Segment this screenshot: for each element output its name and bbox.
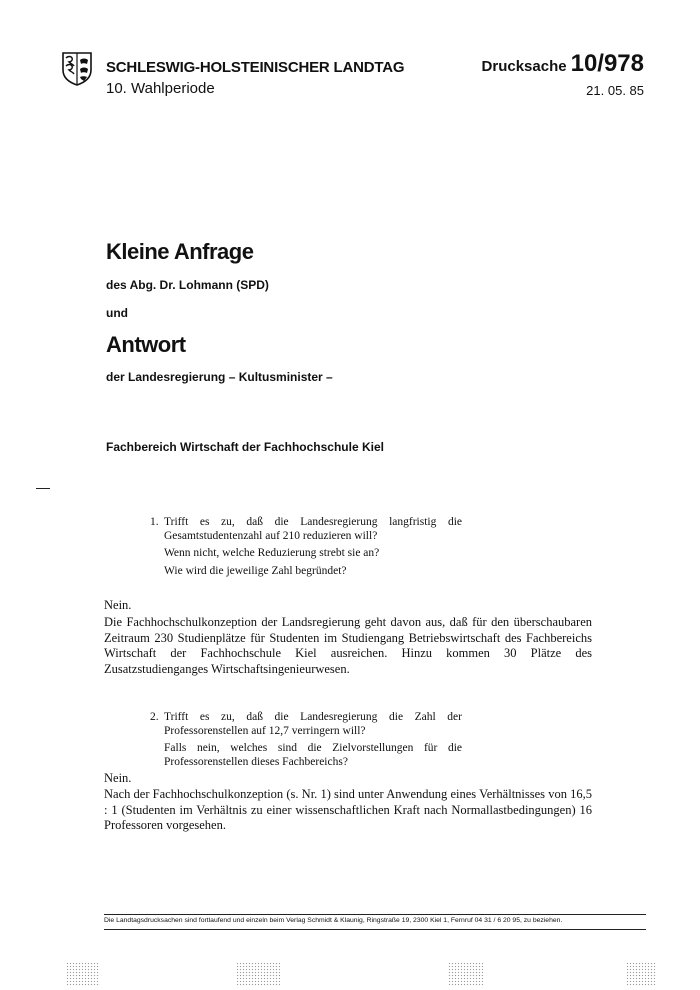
document-date: 21. 05. 85 [586,83,644,98]
coat-of-arms-icon [62,52,92,86]
answer-2-text: Nach der Fachhochschulkonzeption (s. Nr. 1) sind unter Anwendung eines Verhältnisses von 16,5 : 1 (Studenten im Verhältnis zu einer wissenschaftlichen Kraft nach Normallastbedingungen) 16 Professoren vorgesehen. [104,787,592,832]
drucksache-label: Drucksache [481,58,567,75]
conjunction-und: und [106,306,128,320]
scan-noise [66,962,100,986]
question-number: 2. [150,711,159,723]
scan-noise [448,962,484,986]
question-line: Falls nein, welches sind die Zielvorstellungen für die Professorenstellen dieses Fachbereichs? [164,742,462,768]
margin-mark [36,488,50,489]
footer-rule-top [104,914,646,915]
electoral-period: 10. Wahlperiode [106,80,215,97]
document-number [482,50,644,78]
scan-noise [626,962,656,986]
question-1 [150,516,462,582]
answer-2-label: Nein. [104,771,132,785]
question-line: Wie wird die jeweilige Zahl begründet? [164,564,347,577]
question-2 [150,711,462,773]
scan-noise [236,962,280,986]
title-antwort: Antwort [106,332,186,357]
drucksache-number: 10/978 [570,50,644,77]
footer-rule-bottom [104,929,646,930]
author-line: des Abg. Dr. Lohmann (SPD) [106,278,269,292]
question-line: Trifft es zu, daß die Landesregierung die Zahl der Professorenstellen auf 12,7 verringern will? [164,711,462,737]
answer-1-label: Nein. [104,598,132,612]
subject-heading: Fachbereich Wirtschaft der Fachhochschule Kiel [106,440,384,454]
question-line: Wenn nicht, welche Reduzierung strebt sie an? [164,547,380,559]
question-number: 1. [150,516,159,528]
title-kleine-anfrage: Kleine Anfrage [106,239,254,264]
answer-1-text: Die Fachhochschulkonzeption der Landsregierung geht davon aus, daß für den überschaubaren Zeitraum 230 Studienplätze für Studenten im Studiengang Betriebswirtschaft des Fachbereichs Wirtschaft der Fachhochschule Kiel ausreichen. Hinzu kommen 30 Plätze des Zusatzstudienganges Wirtschaftsingenieurwesen. [104,615,592,676]
responder-line: der Landesregierung – Kultusminister – [106,370,333,384]
organization-name: SCHLESWIG-HOLSTEINISCHER LANDTAG [106,59,405,76]
question-line: Trifft es zu, daß die Landesregierung langfristig die Gesamtstudentenzahl auf 210 reduzieren will? [164,516,462,542]
footer-note: Die Landtagsdrucksachen sind fortlaufend und einzeln beim Verlag Schmidt & Klaunig, Ringstraße 19, 2300 Kiel 1, Fernruf 04 31 / 6 20 95, zu beziehen. [104,917,563,924]
